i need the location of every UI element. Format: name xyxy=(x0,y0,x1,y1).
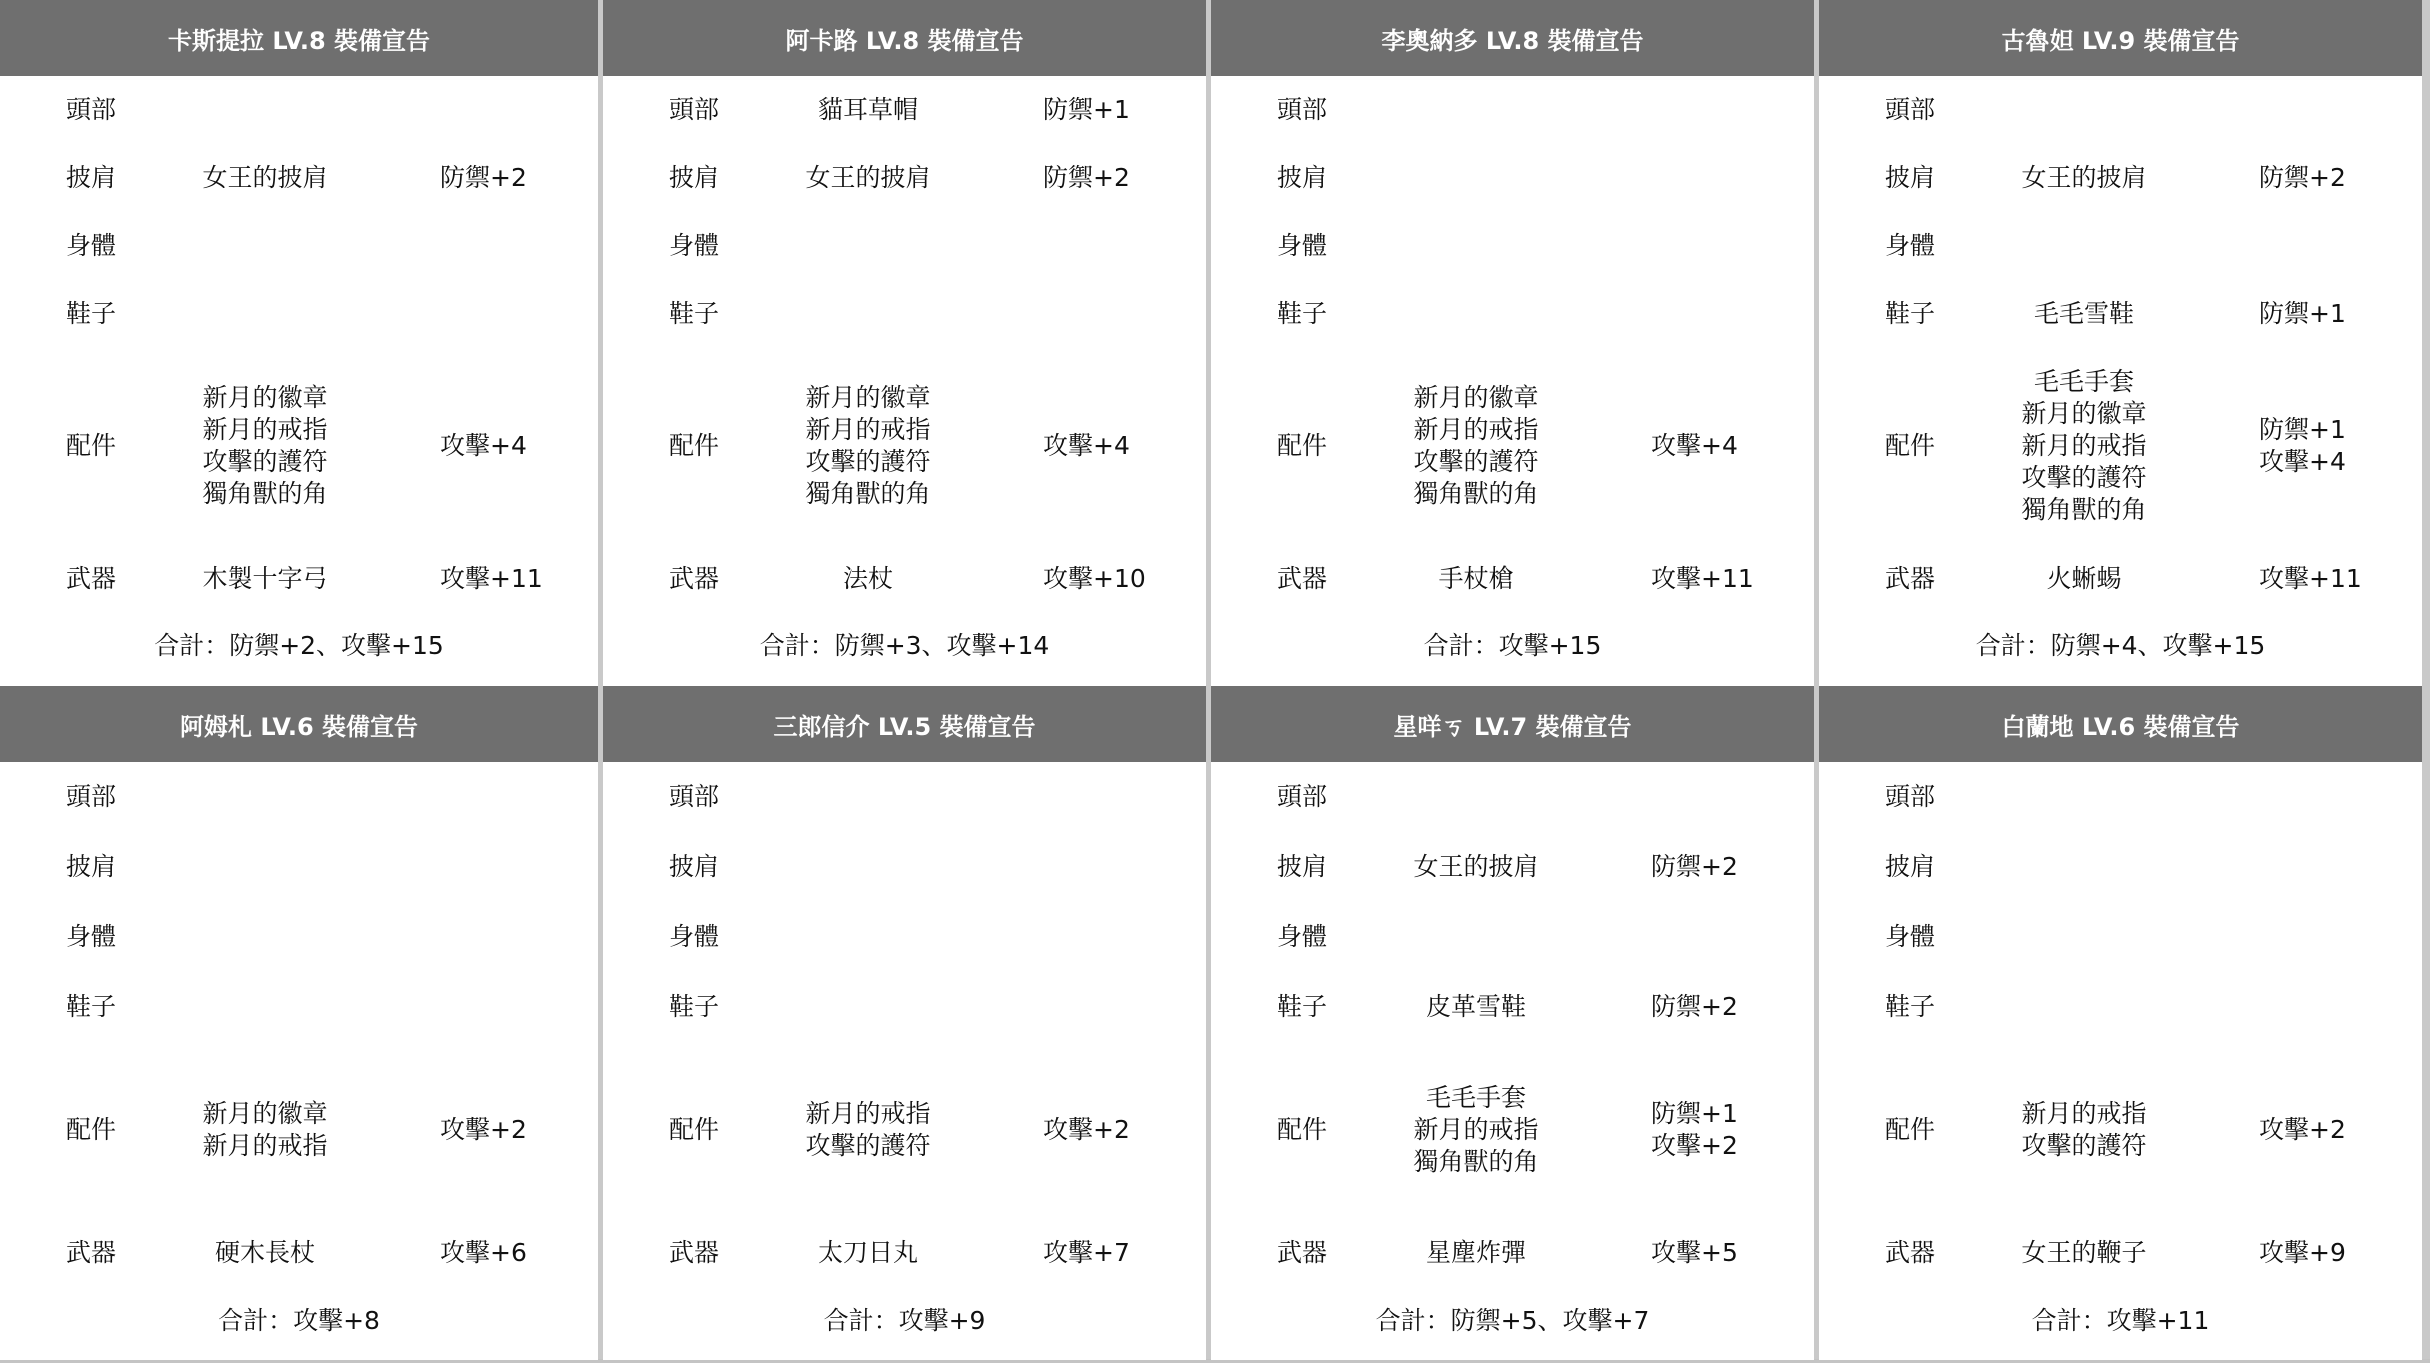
stat-list xyxy=(380,1114,598,1146)
stat-list xyxy=(983,563,1206,595)
item-name: 新月的戒指 xyxy=(2021,431,2147,460)
slot-label: 配件 xyxy=(669,431,720,460)
slot-label: 配件 xyxy=(1277,1115,1328,1144)
item-list xyxy=(1969,1098,2199,1162)
stat-list xyxy=(983,94,1206,126)
stat-value: 防禦+2 xyxy=(1043,163,1130,192)
slot-label: 配件 xyxy=(66,1115,117,1144)
equip-row-accessory xyxy=(603,348,1206,544)
stat-value: 防禦+2 xyxy=(440,163,527,192)
item-name: 新月的徽章 xyxy=(2021,399,2147,428)
stat-list xyxy=(1591,991,1814,1023)
stat-value: 攻擊+4 xyxy=(1651,431,1738,460)
equip-row-head xyxy=(603,76,1206,144)
item-name: 攻擊的護符 xyxy=(2021,463,2147,492)
item-name: 皮革雪鞋 xyxy=(1425,992,1526,1021)
slot-label: 身體 xyxy=(1885,231,1936,260)
equip-row-cape xyxy=(1819,832,2422,902)
equip-row-head xyxy=(0,762,598,832)
slot-label: 披肩 xyxy=(1277,852,1328,881)
slot-label: 身體 xyxy=(669,231,720,260)
item-list xyxy=(150,563,380,595)
slot-label: 鞋子 xyxy=(1277,299,1328,328)
equip-row-head xyxy=(1211,76,1814,144)
slot-label: 鞋子 xyxy=(669,299,720,328)
equip-row-body xyxy=(1819,902,2422,972)
stat-value: 防禦+1 xyxy=(1651,1099,1738,1128)
item-name: 新月的徽章 xyxy=(805,383,931,412)
equip-row-body xyxy=(1211,212,1814,280)
item-name: 女王的披肩 xyxy=(805,163,931,192)
slot-label: 頭部 xyxy=(66,782,117,811)
card-total: 合計：攻擊+9 xyxy=(823,1306,986,1335)
equip-row-accessory xyxy=(0,1042,598,1218)
slot-label: 配件 xyxy=(1885,1115,1936,1144)
slot-label: 配件 xyxy=(66,431,117,460)
equip-row-accessory xyxy=(1819,1042,2422,1218)
slot-label: 身體 xyxy=(669,922,720,951)
item-list xyxy=(150,382,380,510)
card-title: 李奧納多 LV.8 裝備宣告 xyxy=(1211,0,1814,76)
equip-row-body xyxy=(1211,902,1814,972)
equip-row-accessory xyxy=(1819,348,2422,544)
item-name: 硬木長杖 xyxy=(214,1238,315,1267)
equip-row-body xyxy=(0,902,598,972)
slot-label: 武器 xyxy=(66,564,117,593)
equip-row-shoes xyxy=(0,972,598,1042)
item-list xyxy=(1969,162,2199,194)
card-body xyxy=(1211,762,1814,1360)
item-list xyxy=(753,563,983,595)
stat-list xyxy=(1591,851,1814,883)
stat-value: 防禦+2 xyxy=(1651,992,1738,1021)
item-name: 獨角獸的角 xyxy=(805,479,931,508)
equip-row-shoes xyxy=(1211,972,1814,1042)
stat-list xyxy=(983,162,1206,194)
item-name: 星塵炸彈 xyxy=(1425,1238,1526,1267)
equip-row-shoes xyxy=(1819,280,2422,348)
slot-label: 武器 xyxy=(669,564,720,593)
slot-label: 武器 xyxy=(1277,564,1328,593)
equip-row-accessory xyxy=(1211,1042,1814,1218)
slot-label: 鞋子 xyxy=(669,992,720,1021)
equip-row-body xyxy=(603,212,1206,280)
slot-label: 披肩 xyxy=(66,163,117,192)
equip-row-head xyxy=(1211,762,1814,832)
slot-label: 身體 xyxy=(1885,922,1936,951)
item-name: 攻擊的護符 xyxy=(805,1131,931,1160)
stat-value: 攻擊+11 xyxy=(440,564,543,593)
stat-list xyxy=(1591,1098,1814,1162)
item-name: 新月的戒指 xyxy=(1413,415,1539,444)
item-name: 新月的戒指 xyxy=(2021,1099,2147,1128)
item-list xyxy=(1361,1237,1591,1269)
item-name: 女王的鞭子 xyxy=(2021,1238,2147,1267)
item-name: 女王的披肩 xyxy=(202,163,328,192)
card-total: 合計：防禦+5、攻擊+7 xyxy=(1375,1306,1650,1335)
stat-list xyxy=(1591,430,1814,462)
stat-list xyxy=(2199,563,2422,595)
equip-row-weapon xyxy=(603,1218,1206,1288)
slot-label: 配件 xyxy=(1885,431,1936,460)
slot-label: 身體 xyxy=(66,922,117,951)
card-total: 合計：防禦+4、攻擊+15 xyxy=(1975,631,2266,660)
card-body xyxy=(603,762,1206,1360)
equip-row-body xyxy=(1819,212,2422,280)
item-name: 獨角獸的角 xyxy=(2021,495,2147,524)
stat-value: 攻擊+5 xyxy=(1651,1238,1738,1267)
card-body xyxy=(1819,76,2422,686)
item-name: 手杖槍 xyxy=(1438,564,1514,593)
equip-row-weapon xyxy=(1819,1218,2422,1288)
item-name: 毛毛手套 xyxy=(2033,367,2134,396)
item-name: 攻擊的護符 xyxy=(202,447,328,476)
item-list xyxy=(1969,366,2199,526)
slot-label: 身體 xyxy=(66,231,117,260)
item-list xyxy=(1361,851,1591,883)
equip-row-weapon xyxy=(1819,544,2422,614)
stat-value: 防禦+1 xyxy=(2259,299,2346,328)
item-list xyxy=(1361,563,1591,595)
item-list xyxy=(1969,563,2199,595)
stat-value: 攻擊+2 xyxy=(440,1115,527,1144)
equip-row-cape xyxy=(603,144,1206,212)
item-name: 毛毛雪鞋 xyxy=(2033,299,2134,328)
card-body xyxy=(0,76,598,686)
slot-label: 頭部 xyxy=(1277,782,1328,811)
slot-label: 武器 xyxy=(66,1238,117,1267)
equipment-card xyxy=(603,686,1206,1360)
slot-label: 武器 xyxy=(669,1238,720,1267)
card-total: 合計：攻擊+8 xyxy=(218,1306,380,1335)
item-list xyxy=(753,162,983,194)
slot-label: 配件 xyxy=(1277,431,1328,460)
item-name: 新月的徽章 xyxy=(202,383,328,412)
equip-row-cape xyxy=(1819,144,2422,212)
item-name: 毛毛手套 xyxy=(1425,1083,1526,1112)
equip-row-head xyxy=(603,762,1206,832)
slot-label: 披肩 xyxy=(66,852,117,881)
stat-value: 攻擊+4 xyxy=(2259,447,2346,476)
stat-value: 防禦+1 xyxy=(2259,415,2346,444)
equipment-card xyxy=(1819,686,2422,1360)
equip-row-cape xyxy=(0,144,598,212)
item-list xyxy=(753,94,983,126)
card-title: 卡斯提拉 LV.8 裝備宣告 xyxy=(0,0,598,76)
equip-row-shoes xyxy=(1819,972,2422,1042)
equip-row-head xyxy=(0,76,598,144)
stat-value: 防禦+1 xyxy=(1043,95,1130,124)
item-list xyxy=(1361,382,1591,510)
slot-label: 身體 xyxy=(1277,231,1328,260)
slot-label: 頭部 xyxy=(66,95,117,124)
slot-label: 鞋子 xyxy=(1885,992,1936,1021)
equip-row-body xyxy=(0,212,598,280)
item-name: 新月的戒指 xyxy=(805,1099,931,1128)
card-total: 合計：防禦+3、攻擊+14 xyxy=(759,631,1050,660)
slot-label: 鞋子 xyxy=(66,992,117,1021)
slot-label: 頭部 xyxy=(1277,95,1328,124)
stat-value: 攻擊+2 xyxy=(2259,1115,2346,1144)
slot-label: 披肩 xyxy=(1885,852,1936,881)
slot-label: 披肩 xyxy=(1277,163,1328,192)
card-body xyxy=(1211,76,1814,686)
stat-list xyxy=(2199,1237,2422,1269)
equip-row-shoes xyxy=(0,280,598,348)
stat-list xyxy=(1591,1237,1814,1269)
equip-row-cape xyxy=(0,832,598,902)
card-total: 合計：攻擊+11 xyxy=(2031,1306,2210,1335)
slot-label: 身體 xyxy=(1277,922,1328,951)
equip-row-shoes xyxy=(1211,280,1814,348)
equip-row-cape xyxy=(1211,144,1814,212)
card-total: 合計：攻擊+15 xyxy=(1423,631,1602,660)
card-body xyxy=(1819,762,2422,1360)
card-title: 星咩ㄎ LV.7 裝備宣告 xyxy=(1211,686,1814,762)
item-list xyxy=(1969,1237,2199,1269)
item-name: 新月的戒指 xyxy=(1413,1115,1539,1144)
slot-label: 披肩 xyxy=(1885,163,1936,192)
slot-label: 武器 xyxy=(1277,1238,1328,1267)
equipment-card xyxy=(603,0,1206,686)
equip-row-cape xyxy=(1211,832,1814,902)
slot-label: 頭部 xyxy=(669,95,720,124)
stat-value: 攻擊+2 xyxy=(1043,1115,1130,1144)
equip-row-accessory xyxy=(603,1042,1206,1218)
item-name: 新月的戒指 xyxy=(202,415,328,444)
slot-label: 鞋子 xyxy=(1277,992,1328,1021)
equip-row-body xyxy=(603,902,1206,972)
item-list xyxy=(1361,1082,1591,1178)
equip-row-shoes xyxy=(603,972,1206,1042)
equipment-card xyxy=(1211,0,1814,686)
item-name: 新月的戒指 xyxy=(805,415,931,444)
item-name: 新月的徽章 xyxy=(1413,383,1539,412)
item-name: 木製十字弓 xyxy=(202,564,328,593)
card-body xyxy=(0,762,598,1360)
slot-label: 武器 xyxy=(1885,1238,1936,1267)
item-list xyxy=(753,1237,983,1269)
stat-value: 攻擊+2 xyxy=(1651,1131,1738,1160)
equip-row-shoes xyxy=(603,280,1206,348)
slot-label: 鞋子 xyxy=(1885,299,1936,328)
card-title: 阿卡路 LV.8 裝備宣告 xyxy=(603,0,1206,76)
stat-list xyxy=(2199,414,2422,478)
card-title: 三郎信介 LV.5 裝備宣告 xyxy=(603,686,1206,762)
item-list xyxy=(150,1237,380,1269)
slot-label: 頭部 xyxy=(1885,95,1936,124)
equip-row-head xyxy=(1819,762,2422,832)
stat-value: 攻擊+10 xyxy=(1043,564,1146,593)
item-name: 女王的披肩 xyxy=(1413,852,1539,881)
stat-value: 攻擊+11 xyxy=(1651,564,1754,593)
item-name: 新月的戒指 xyxy=(202,1131,328,1160)
stat-list xyxy=(380,1237,598,1269)
stat-value: 攻擊+6 xyxy=(440,1238,527,1267)
card-title: 白蘭地 LV.6 裝備宣告 xyxy=(1819,686,2422,762)
card-body xyxy=(603,76,1206,686)
equip-row-accessory xyxy=(0,348,598,544)
stat-list xyxy=(380,430,598,462)
stat-list xyxy=(983,1237,1206,1269)
stat-value: 攻擊+4 xyxy=(1043,431,1130,460)
slot-label: 披肩 xyxy=(669,852,720,881)
slot-label: 配件 xyxy=(669,1115,720,1144)
item-list xyxy=(150,162,380,194)
equip-row-accessory xyxy=(1211,348,1814,544)
item-name: 新月的徽章 xyxy=(202,1099,328,1128)
stat-list xyxy=(1591,563,1814,595)
item-name: 獨角獸的角 xyxy=(202,479,328,508)
slot-label: 頭部 xyxy=(669,782,720,811)
equip-row-weapon xyxy=(0,1218,598,1288)
stat-list xyxy=(380,563,598,595)
equip-row-weapon xyxy=(603,544,1206,614)
item-list xyxy=(753,382,983,510)
equipment-card xyxy=(0,0,598,686)
equip-row-weapon xyxy=(1211,1218,1814,1288)
item-list xyxy=(1361,991,1591,1023)
equip-row-cape xyxy=(603,832,1206,902)
item-list xyxy=(753,1098,983,1162)
card-title: 阿姆札 LV.6 裝備宣告 xyxy=(0,686,598,762)
item-name: 火蜥蜴 xyxy=(2046,564,2122,593)
stat-value: 攻擊+9 xyxy=(2259,1238,2346,1267)
stat-list xyxy=(2199,1114,2422,1146)
item-name: 攻擊的護符 xyxy=(805,447,931,476)
item-list xyxy=(150,1098,380,1162)
stat-list xyxy=(2199,162,2422,194)
item-list xyxy=(1969,298,2199,330)
card-title: 古魯妲 LV.9 裝備宣告 xyxy=(1819,0,2422,76)
stat-value: 防禦+2 xyxy=(1651,852,1738,881)
equip-row-head xyxy=(1819,76,2422,144)
slot-label: 頭部 xyxy=(1885,782,1936,811)
item-name: 獨角獸的角 xyxy=(1413,479,1539,508)
item-name: 獨角獸的角 xyxy=(1413,1147,1539,1176)
item-name: 攻擊的護符 xyxy=(1413,447,1539,476)
stat-list xyxy=(983,430,1206,462)
stat-list xyxy=(983,1114,1206,1146)
stat-value: 防禦+2 xyxy=(2259,163,2346,192)
equipment-card xyxy=(0,686,598,1360)
item-name: 法杖 xyxy=(842,564,893,593)
stat-value: 攻擊+11 xyxy=(2259,564,2362,593)
item-name: 女王的披肩 xyxy=(2021,163,2147,192)
equipment-card xyxy=(1819,0,2422,686)
item-name: 攻擊的護符 xyxy=(2021,1131,2147,1160)
slot-label: 武器 xyxy=(1885,564,1936,593)
equip-row-weapon xyxy=(1211,544,1814,614)
card-total: 合計：防禦+2、攻擊+15 xyxy=(154,631,444,660)
item-name: 太刀日丸 xyxy=(817,1238,918,1267)
slot-label: 披肩 xyxy=(669,163,720,192)
stat-value: 攻擊+4 xyxy=(440,431,527,460)
item-name: 貓耳草帽 xyxy=(817,95,918,124)
stat-list xyxy=(380,162,598,194)
stat-value: 攻擊+7 xyxy=(1043,1238,1130,1267)
equip-row-weapon xyxy=(0,544,598,614)
equipment-card xyxy=(1211,686,1814,1360)
stat-list xyxy=(2199,298,2422,330)
slot-label: 鞋子 xyxy=(66,299,117,328)
